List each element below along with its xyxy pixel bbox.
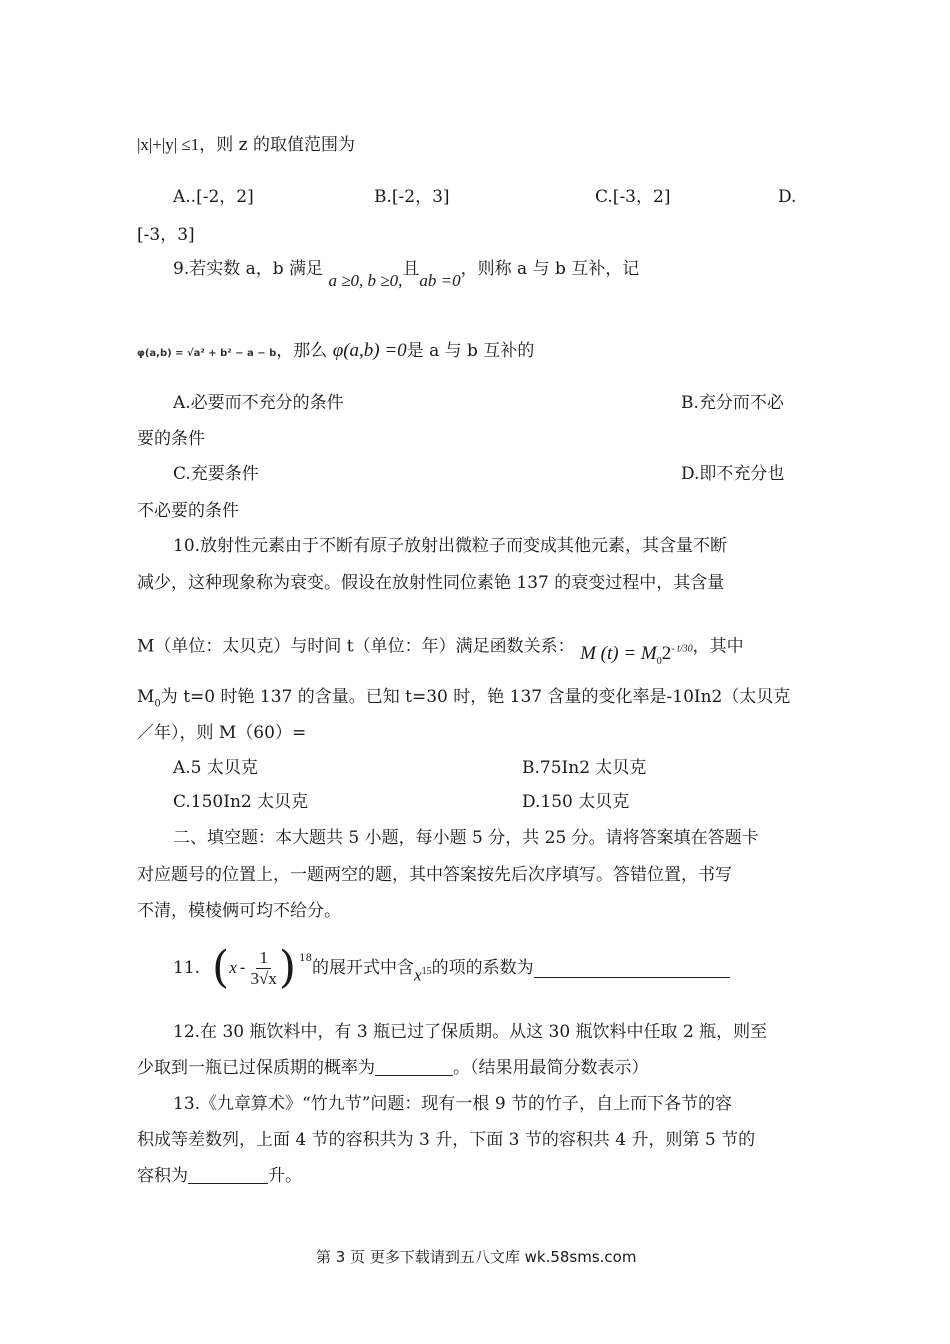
q12-line2 <box>137 1057 649 1079</box>
q13-line3-a: 容积为 <box>137 1166 188 1186</box>
q10-line1: 10.放射性元素由于不断有原子放射出微粒子而变成其他元素，其含量不断 <box>173 536 728 556</box>
q10-line3-text: M（单位：太贝克）与时间 t（单位：年）满足函数关系： <box>137 636 575 657</box>
q12-line2-b: 。（结果用最简分数表示） <box>453 1058 649 1078</box>
q10-line3-tail: ，其中 <box>692 636 744 657</box>
q11-text-a: 的展开式中含 <box>312 958 415 978</box>
q9-stem-c: ，则称 a 与 b 互补，记 <box>460 259 640 279</box>
q9-cond1: a ≥0, b ≥0, <box>328 271 403 290</box>
q10-option-b: B.75In2 太贝克 <box>522 758 647 778</box>
q10-line3 <box>137 631 744 668</box>
q10-line4 <box>137 686 790 715</box>
q13-line3 <box>137 1165 302 1187</box>
q8-option-a: A..[-2，2] <box>173 187 254 207</box>
q10-m0: M <box>137 687 155 707</box>
q10-option-c: C.150In2 太贝克 <box>173 792 309 812</box>
q11-x15-exp: 15 <box>421 966 432 978</box>
q10-line2: 减少，这种现象称为衰变。假设在放射性同位素铯 137 的衰变过程中，其含量 <box>137 573 725 593</box>
q10-formula <box>580 643 693 668</box>
q8-condition <box>137 134 355 156</box>
q13-line3-b: 升。 <box>268 1166 302 1186</box>
q8-option-d: D. <box>778 187 797 207</box>
q11-x: x <box>229 958 237 977</box>
q9-stem-e: 是 a 与 b 互补的 <box>406 341 535 361</box>
q9-option-b-cont: 要的条件 <box>137 429 205 449</box>
q13-line2: 积成等差数列，上面 4 节的容积共为 3 升，下面 3 节的容积共 4 升，则第 5 节的 <box>137 1130 756 1150</box>
q8-option-c: C.[-3，2] <box>595 187 671 207</box>
q11 <box>173 940 730 996</box>
q11-number: 11. <box>173 958 201 978</box>
q9-option-d: D.即不充分也 <box>681 464 785 484</box>
q10-formula-lhs: M (t) = M <box>580 643 657 665</box>
q10-formula-sub: 0 <box>656 656 662 668</box>
q8-condition-text: ，则 z 的取值范围为 <box>199 135 356 155</box>
q9-stem-b: 且 <box>402 259 420 279</box>
q10-line4-text: 为 t=0 时铯 137 的含量。已知 t=30 时，铯 137 含量的变化率是-10In2（太贝克 <box>160 687 791 707</box>
q11-x15 <box>414 961 432 987</box>
q9-option-d-cont: 不必要的条件 <box>137 501 239 521</box>
q11-expression <box>212 942 313 993</box>
q10-line5: ／年），则 M（60）= <box>137 723 307 743</box>
q11-power: 18 <box>299 953 313 964</box>
section2-line1: 二、填空题：本大题共 5 小题，每小题 5 分，共 25 分。请将答案填在答题卡 <box>173 828 759 848</box>
q12-answer-blank[interactable] <box>375 1057 453 1076</box>
q8-option-d-value: [-3，3] <box>137 225 195 245</box>
q9-cond2: ab =0 <box>419 271 461 290</box>
q10-option-d: D.150 太贝克 <box>522 792 630 812</box>
page-footer: 第 3 页 更多下载请到五八文库 wk.58sms.com <box>316 1248 637 1266</box>
q11-answer-blank[interactable] <box>534 959 730 978</box>
q12-line1: 12.在 30 瓶饮料中，有 3 瓶已过了保质期。从这 30 瓶饮料中任取 2 瓶，则至 <box>173 1022 768 1042</box>
q8-option-b: B.[-2，3] <box>374 187 450 207</box>
q9-phi-line <box>137 340 534 365</box>
q9-phi-equation: φ(a,b) =0 <box>332 340 407 361</box>
q9-option-b: B.充分而不必 <box>681 393 784 413</box>
q11-left-paren: ( <box>212 942 230 993</box>
q10-option-a: A.5 太贝克 <box>173 758 258 778</box>
q9-stem <box>173 258 640 290</box>
q11-x15-base: x <box>414 965 422 985</box>
q10-formula-exp: - t/30 <box>671 644 693 655</box>
q9-option-c: C.充要条件 <box>173 464 259 484</box>
q13-line1: 13.《九章算术》“竹九节”问题：现有一根 9 节的竹子，自上而下各节的容 <box>173 1094 733 1114</box>
q9-option-a: A.必要而不充分的条件 <box>173 393 344 413</box>
q9-stem-a: 9.若实数 a，b 满足 <box>173 259 324 279</box>
q11-fraction <box>251 948 277 989</box>
q9-stem-d: ，那么 <box>276 341 328 361</box>
q11-right-paren: ) <box>278 942 297 993</box>
q10-m0-sub: 0 <box>154 698 161 710</box>
section2-line2: 对应题号的位置上，一题两空的题，其中答案按先后次序填写。答错位置，书写 <box>137 865 732 885</box>
q11-frac-den: 3√x <box>250 968 277 988</box>
q10-formula-base: 2 <box>661 643 672 665</box>
q12-line2-a: 少取到一瓶已过保质期的概率为 <box>137 1058 375 1078</box>
q11-minus: - <box>239 958 246 978</box>
q11-text-b: 的项的系数为 <box>431 958 534 978</box>
q9-phi-definition: φ(a,b) = √a² + b² − a − b <box>137 348 277 359</box>
section2-line3: 不清，模棱俩可均不给分。 <box>137 901 341 921</box>
q8-condition-math: |x|+|y| ≤1 <box>137 135 200 154</box>
q11-frac-num: 1 <box>256 948 271 969</box>
q13-answer-blank[interactable] <box>188 1165 268 1184</box>
